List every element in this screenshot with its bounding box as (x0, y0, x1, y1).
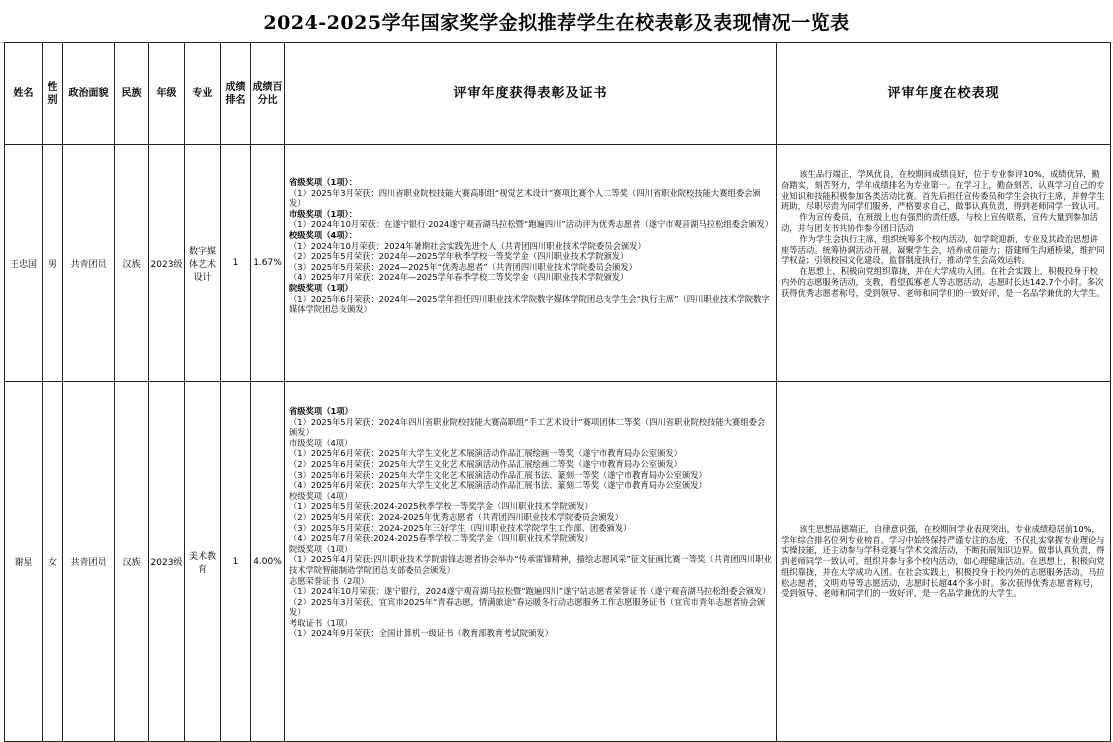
performance-text (781, 524, 1106, 600)
award-line: （3）2025年6月荣获：2025年大学生文化艺术展演活动作品汇展书法、篆刻一等奖（遂宁市教育局办公室颁发） (289, 469, 707, 480)
cell-percent: 4.00% (251, 382, 285, 742)
award-line: （2）2025年3月荣获，宜宾市2025年“青春志愿，情满旅途”春运暖冬行动志愿服务工作志愿服务证书（宜宾市青年志愿者协会颁发） (289, 596, 766, 618)
cell-performance (777, 145, 1111, 382)
header-row (5, 43, 1111, 145)
cell-major: 美术教育 (185, 382, 221, 742)
performance-paragraph: 该生品行端正，学风优良，在校期间成绩良好，位于专业参评10%，成绩优异，勤奋踏实，刻苦努力，学年成绩排名为专业第一。在学习上，勤奋刻苦，认真学习自己的专业知识和技能积极参加各类活动比赛。首先后担任宣传委员和学生会执行主席，并曾学生班助，尽职尽责为同学们服务，严格要求自己，做事认真负责，得到老师同学一致认可。 (781, 169, 1105, 212)
award-line: （3）2025年5月荣获：2024-2025年三好学生（四川职业技术学院学生工作部、团委颁发） (289, 522, 632, 533)
award-line: （1）2025年6月荣获：2024年—2025学年担任四川职业技术学院数字媒体学院团总支学生会“执行主席”（四川职业技术学院数字媒体学院团总支颁发） (289, 293, 770, 315)
award-line: （2）2025年5月荣获：2024-2025年优秀志愿者（共青团四川职业技术学院委员会颁发） (289, 511, 624, 522)
cell-rank: 1 (221, 382, 251, 742)
header-political: 政治面貌 (63, 43, 115, 145)
cell-awards (285, 145, 777, 382)
award-line: 校级奖项（4项） (289, 490, 353, 501)
award-line: （1）2024年9月荣获：全国计算机一级证书（教育部教育考试院颁发） (289, 628, 553, 639)
award-line: （1）2024年10月荣获：遂宁银行，2024遂宁观音湖马拉松暨“跑遍四川”遂宁站志愿者荣誉证书（遂宁观音湖马拉松组委会颁发） (289, 586, 771, 597)
cell-awards (285, 382, 777, 742)
header-awards: 评审年度获得表彰及证书 (285, 43, 777, 145)
award-line: （1）2025年6月荣获：2025年大学生文化艺术展演活动作品汇展绘画一等奖（遂宁市教育局办公室颁发） (289, 448, 682, 459)
cell-grade: 2023级 (149, 145, 185, 382)
header-percent: 成绩百分比 (251, 43, 285, 145)
award-line: （2）2025年6月荣获：2025年大学生文化艺术展演活动作品汇展绘画二等奖（遂宁市教育局办公室颁发） (289, 458, 682, 469)
award-line: （3）2025年5月荣获：2024—2025年“优秀志愿者”（共青团四川职业技术学院委员会颁发） (289, 261, 638, 272)
header-ethnicity: 民族 (115, 43, 149, 145)
header-grade: 年级 (149, 43, 185, 145)
award-line: 省级奖项（1项）： (289, 177, 357, 187)
award-line: （1）2024年10月荣获：在遂宁银行·2024遂宁观音湖马拉松暨“跑遍四川”活动评为优秀志愿者（遂宁市观音湖马拉松组委会颁发） (289, 219, 774, 230)
cell-gender: 男 (43, 145, 63, 382)
header-rank: 成绩排名 (221, 43, 251, 145)
award-line: （1）2025年5月荣获:2024-2025秋季学校一等奖学金（四川职业技术学院颁发） (289, 501, 593, 512)
performance-paragraph: 作为宣传委员，在班级上也有强烈的责任感，与校上宣传联系，宣传大量到参加活动，并与团支书共协作参今团日活动 (781, 212, 1098, 233)
cell-grade: 2023级 (149, 382, 185, 742)
award-line: （1）2025年3月荣获：四川省职业院校技能大赛高职组“视觉艺术设计”赛项比赛个人二等奖（四川省职业院校技能大赛组委会颁发） (289, 187, 761, 209)
award-line: （2）2025年5月荣获：2024年—2025学年秋季学校一等奖学金（四川职业技术学院颁发） (289, 251, 629, 262)
cell-percent: 1.67% (251, 145, 285, 382)
award-line: （4）2025年7月荣获:2024-2025春季学校二等奖学金（四川职业技术学院颁发） (289, 533, 593, 544)
performance-paragraph: 在思想上，积极向党组织靠拢，并在大学成功入团。在社会实践上，积极投身于校内外的志愿服务活动，支教，看望孤寡老人等志愿活动，志愿时长达142.7个小时。多次获得优秀志愿者称号，受到领导、老师和同学们的一致好评，是一名品学兼优的大学生。 (781, 266, 1105, 298)
cell-name: 王忠国 (5, 145, 43, 382)
performance-text (781, 169, 1106, 299)
student-table (4, 42, 1111, 742)
award-line: 校级奖项（4项）： (289, 229, 357, 240)
award-line: 市级奖项（1项）： (289, 208, 357, 219)
cell-political: 共青团员 (63, 145, 115, 382)
award-line: 院级奖项（1项） (289, 543, 353, 554)
performance-paragraph: 该生思想品德端正，自律意识强，在校期间学业表现突出，专业成绩稳居前10%，学年综合排名位列专业榜首。学习中始终保持严谨专注的态度，不仅扎实掌握专业理论与实操技能，还主动参与学科竞赛与学术交流活动，不断拓展知识边界。做事认真负责，得到老师同学一致认可。组织并参与多个校内活动，如心理健康活动。在思想上，积极向党组织靠拢，并在大学成功入团。在社会实践上，积极投身于校内外的志愿服务活动，马拉松志愿者，文明劝导等志愿活动，志愿时长超44个多小时。多次获得优秀志愿者称号，受到领导、老师和同学们的一致好评，是一名品学兼优的大学生。 (781, 523, 1105, 599)
cell-major: 数字媒体艺术设计 (185, 145, 221, 382)
award-line: 市级奖项（4项） (289, 437, 353, 448)
award-line: （1）2024年10月荣获：2024年暑期社会实践先进个人（共青团四川职业技术学院委员会颁发） (289, 240, 646, 251)
cell-performance (777, 382, 1111, 742)
cell-gender: 女 (43, 382, 63, 742)
award-line: （1）2025年4月荣获:四川职业技术学院雷锋志愿者协会举办“传承雷锋精神，描绘志愿风采”征文征画比赛一等奖（共青团四川职业技术学院智能制造学院团总支部委员会颁发） (289, 554, 772, 575)
page-title: 2024-2025学年国家奖学金拟推荐学生在校表彰及表现情况一览表 (0, 0, 1113, 43)
header-name: 姓名 (5, 43, 43, 145)
award-line: （4）2025年6月荣获：2025年大学生文化艺术展演活动作品汇展书法、篆刻二等奖（遂宁市教育局办公室颁发） (289, 480, 707, 491)
performance-paragraph: 作为学生会执行主席，组织统筹多个校内活动，如学院迎新，专业及其政治思想讲座等活动。统筹协调活动开展，凝聚学生会，培养成员能力；搭建师生沟通桥梁，维护同学权益；引领校园文化建设，监督制度执行，推动学生会高效运转。 (781, 233, 1105, 266)
header-gender: 性别 (43, 43, 63, 145)
cell-ethnicity: 汉族 (115, 145, 149, 382)
header-major: 专业 (185, 43, 221, 145)
cell-ethnicity: 汉族 (115, 382, 149, 742)
award-line: 考取证书（1项） (289, 617, 353, 628)
cell-political: 共青团员 (63, 382, 115, 742)
header-performance: 评审年度在校表现 (777, 43, 1111, 145)
award-line: （4）2025年7月荣获：2024年—2025学年春季学校二等奖学金（四川职业技术学院颁发） (289, 272, 629, 283)
award-line: 院级奖项（1项） (289, 282, 353, 293)
cell-name: 谢星 (5, 382, 43, 742)
table-row (5, 145, 1111, 382)
cell-rank: 1 (221, 145, 251, 382)
award-line: 省级奖项（1项） (289, 406, 353, 416)
table-row (5, 382, 1111, 742)
award-line: （1）2025年5月荣获：2024年四川省职业院校技能大赛高职组“手工艺术设计”赛项团体二等奖（四川省职业院校技能大赛组委会颁发） (289, 416, 766, 438)
award-line: 志愿荣誉证书（2项） (289, 575, 369, 586)
